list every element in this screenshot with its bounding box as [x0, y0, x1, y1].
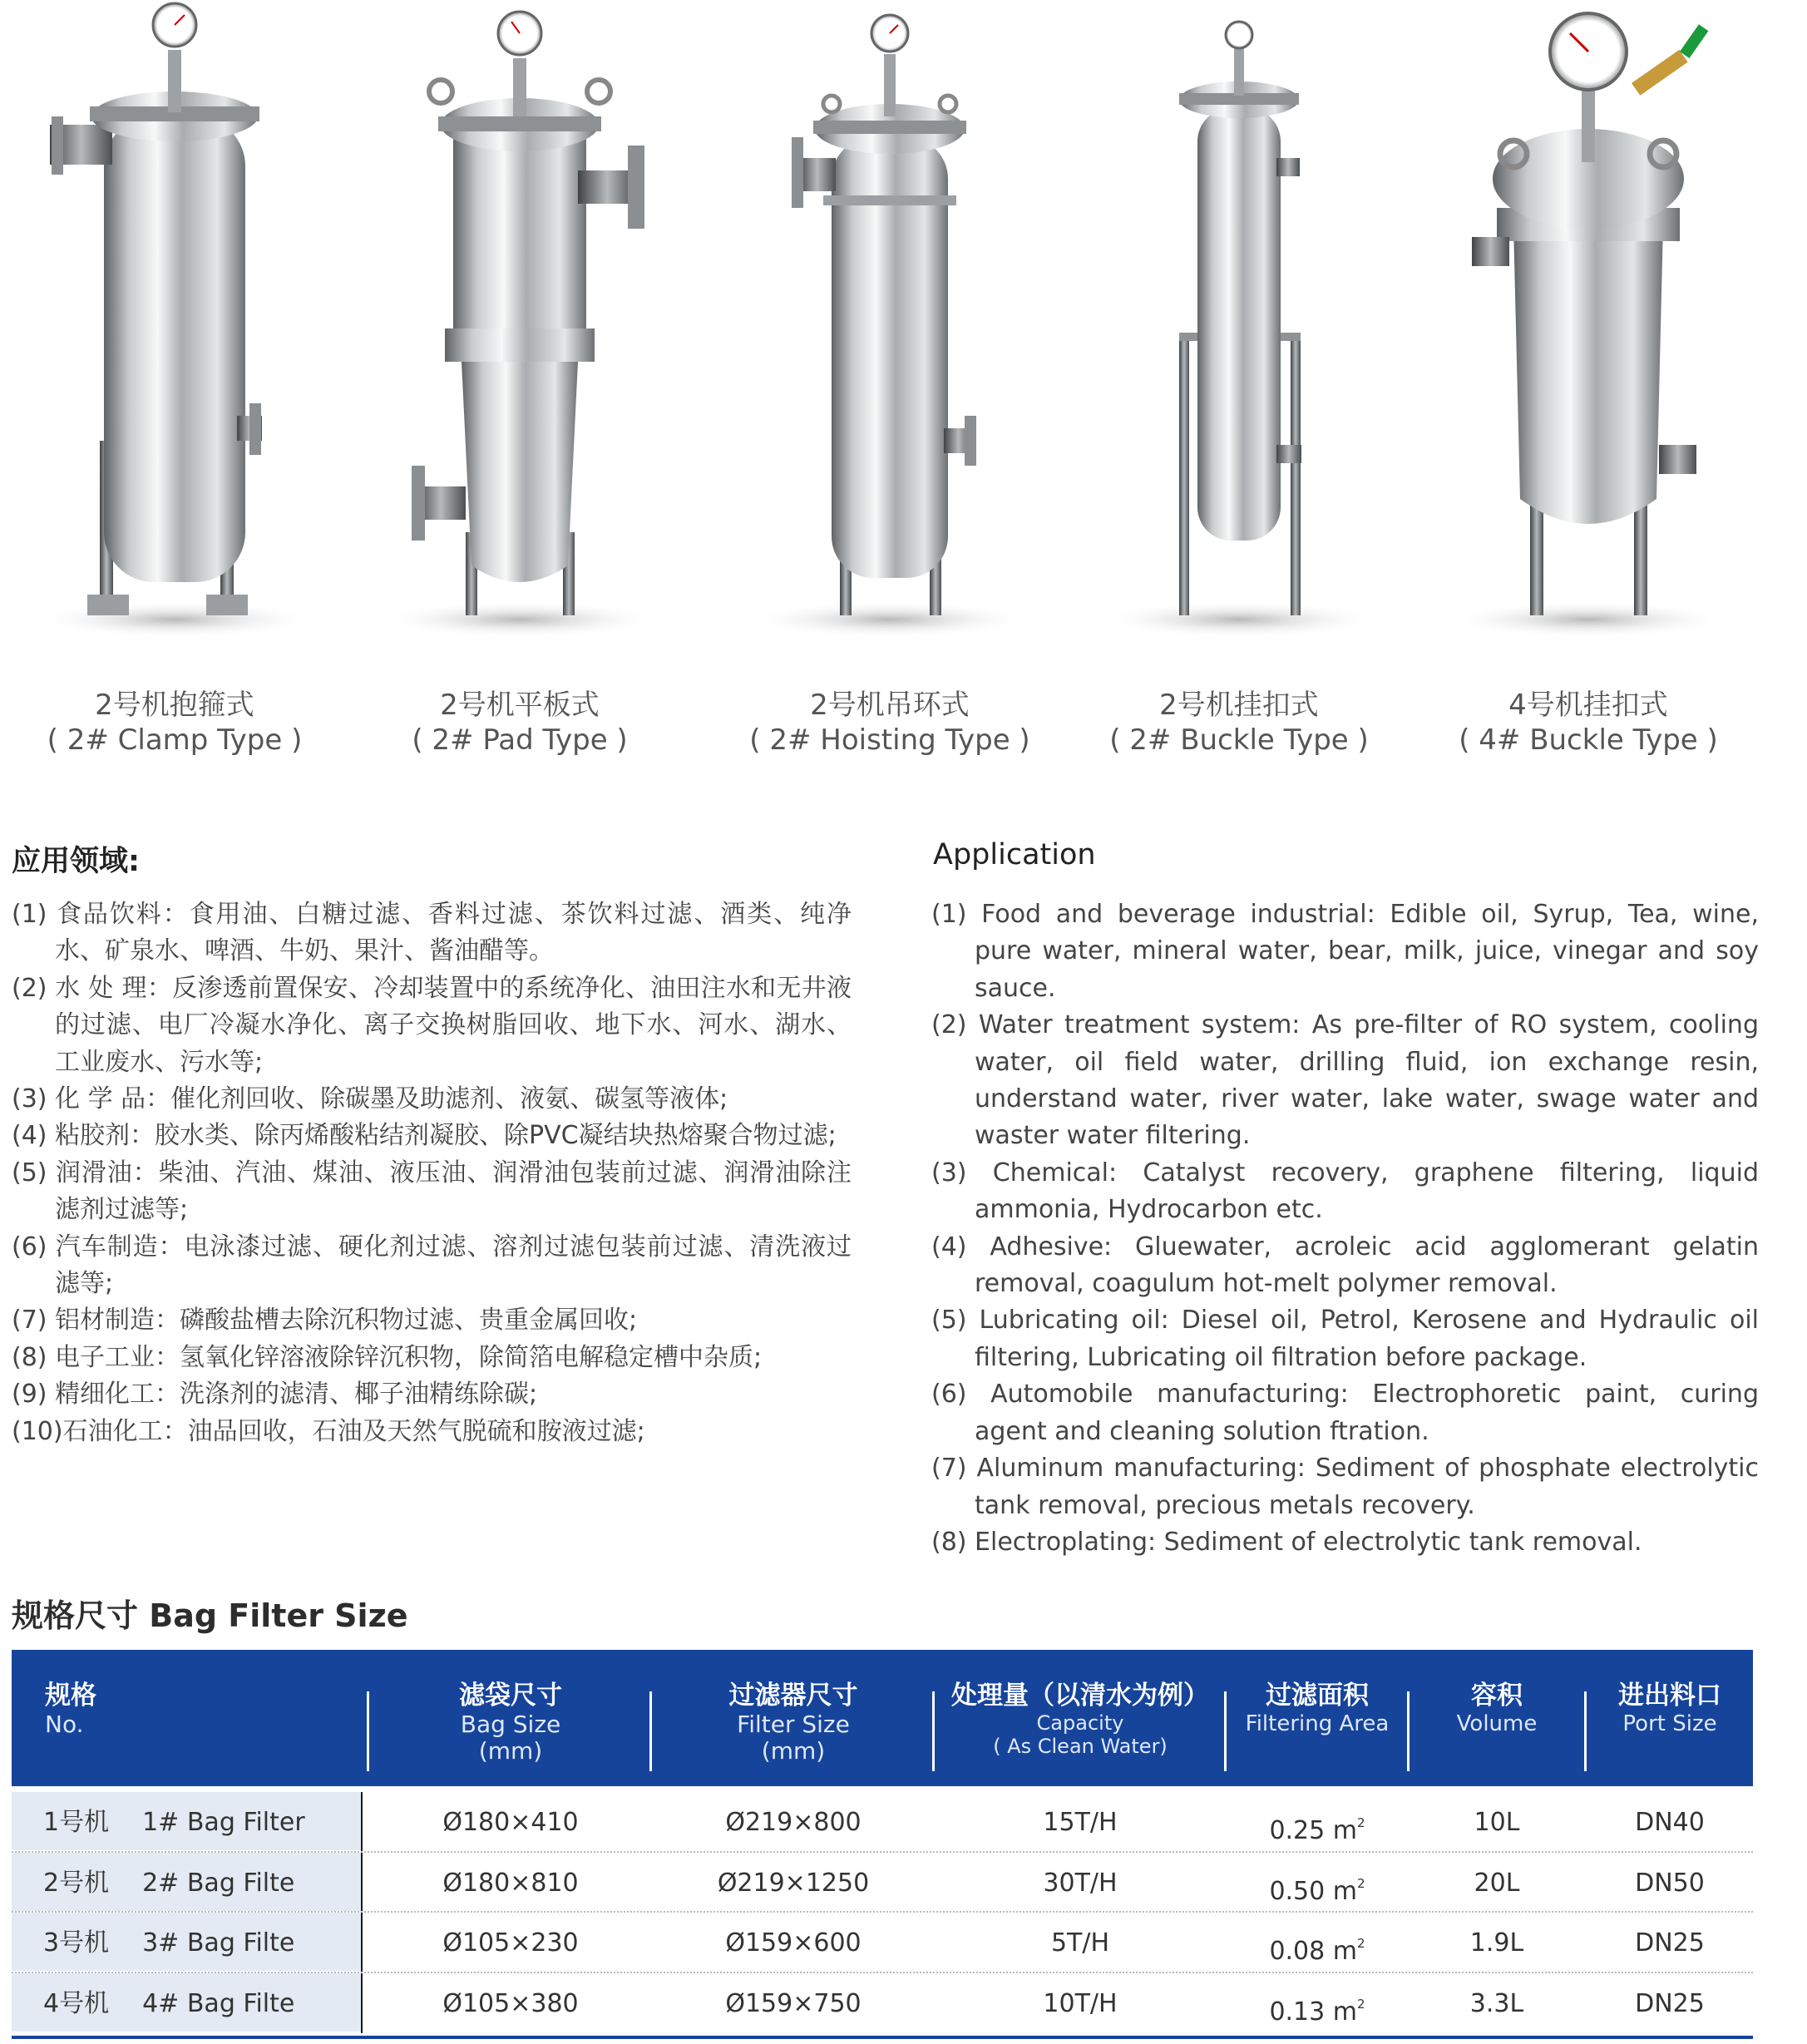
cell-filter-size: Ø159×600 [725, 1928, 862, 1958]
cell-no-en: 2# Bag Filte [142, 1868, 295, 1898]
header-filter-unit: (mm) [761, 1737, 826, 1765]
list-item: (8) Electroplating: Sediment of electrolytic tank removal. [931, 1527, 1642, 1557]
header-filter-en: Filter Size [737, 1711, 850, 1738]
cell-no [12, 1853, 361, 1911]
cell-area-exponent: 2 [1357, 1996, 1365, 2012]
cell-bag-size: Ø105×380 [442, 1988, 579, 2018]
header-bag-unit: (mm) [478, 1737, 543, 1765]
cell-area [1227, 1973, 1408, 2032]
list-item: (2) Water treatment system: As pre-filter of RO system, cooling water, oil field water, drilling fluid, ion exchange resin, understand water, river water, lake water, swage water and waster water filtering. [931, 1010, 1759, 1151]
header-volume-en: Volume [1456, 1711, 1538, 1736]
cell-area-value: 0.50 m [1269, 1876, 1357, 1906]
header-capacity-sub: ( As Clean Water) [993, 1735, 1168, 1758]
product-buckle-type-4 [1414, 0, 1763, 773]
cell-volume: 10L [1474, 1808, 1520, 1837]
list-item: (1) Food and beverage industrial: Edible oil, Syrup, Tea, wine, pure water, mineral water, bear, milk, juice, vinegar and soy sauce. [931, 900, 1759, 1003]
list-item: (2) 水 处 理：反渗透前置保安、冷却装置中的系统净化、油田注水和无井液的过滤、电厂冷凝水净化、离子交换树脂回收、地下水、河水、湖水、工业废水、污水等; [12, 973, 852, 1077]
product-name-cn: 2号机抱箍式 [95, 689, 254, 722]
product-pad-type [345, 0, 694, 773]
header-port-cn: 进出料口 [1618, 1681, 1721, 1711]
list-item: (7) Aluminum manufacturing: Sediment of phosphate electrolytic tank removal, precious metals recovery. [931, 1454, 1759, 1520]
cell-area-value: 0.13 m [1269, 1997, 1357, 2027]
cell-area-exponent: 2 [1357, 1815, 1365, 1830]
cell-port: DN50 [1635, 1868, 1705, 1898]
list-item: (8) 电子工业：氢氧化锌溶液除锌沉积物，除简箔电解稳定槽中杂质; [12, 1342, 763, 1372]
list-item: (4) 粘胶剂：胶水类、除丙烯酸粘结剂凝胶、除PVC凝结块热熔聚合物过滤; [12, 1121, 837, 1151]
cell-bag-size: Ø105×230 [442, 1928, 579, 1958]
cell-port: DN25 [1635, 1928, 1705, 1958]
application-title-en: Application [933, 838, 1096, 871]
cell-area-exponent: 2 [1357, 1936, 1365, 1951]
header-capacity-cn: 处理量（以清水为例） [951, 1681, 1209, 1711]
cell-no-en: 3# Bag Filte [142, 1928, 295, 1958]
product-name-cn: 2号机平板式 [440, 689, 600, 722]
product-clamp-type [0, 0, 349, 773]
cell-port: DN25 [1635, 1988, 1705, 2018]
product-name-en: ( 2# Buckle Type ) [1109, 723, 1369, 757]
cell-no-cn: 2号机 [43, 1868, 110, 1898]
table-row [12, 1853, 1753, 1913]
cell-no-cn: 1号机 [43, 1808, 110, 1837]
cell-no-cn: 3号机 [43, 1928, 110, 1958]
cell-capacity: 10T/H [1043, 1988, 1118, 2018]
header-no-cn: 规格 [45, 1681, 96, 1711]
header-area-en: Filtering Area [1245, 1711, 1390, 1736]
cell-area [1227, 1853, 1408, 1911]
cell-capacity: 5T/H [1050, 1928, 1110, 1958]
cell-capacity: 30T/H [1043, 1868, 1118, 1898]
application-title-cn: 应用领域: [12, 845, 140, 878]
list-item: (4) Adhesive: Gluewater, acroleic acid agglomerant gelatin removal, coagulum hot-melt polymer removal. [931, 1232, 1759, 1299]
cell-area-value: 0.25 m [1269, 1816, 1357, 1845]
list-item: (5) Lubricating oil: Diesel oil, Petrol, Kerosene and Hydraulic oil filtering, Lubricating oil filtration before package. [931, 1306, 1759, 1372]
header-no [12, 1650, 361, 1786]
product-buckle-type-2 [1064, 0, 1414, 773]
header-volume [1410, 1650, 1584, 1786]
table-row [12, 1792, 1753, 1853]
cell-volume: 3.3L [1469, 1988, 1524, 2018]
cell-filter-size: Ø159×750 [725, 1988, 862, 2018]
spec-table-body [12, 1792, 1753, 2032]
cell-filter-size: Ø219×800 [725, 1808, 862, 1837]
header-no-en: No. [45, 1711, 84, 1738]
cell-no [12, 1913, 361, 1971]
cell-area-value: 0.08 m [1269, 1937, 1357, 1966]
spec-title: 规格尺寸 Bag Filter Size [12, 1597, 408, 1634]
cell-no-cn: 4号机 [43, 1988, 110, 2018]
product-hoisting-type [715, 0, 1064, 773]
header-bag-size [369, 1650, 652, 1786]
list-item: (6) 汽车制造：电泳漆过滤、硬化剂过滤、溶剂过滤包装前过滤、清洗液过滤等; [12, 1232, 852, 1299]
header-port-size [1587, 1650, 1753, 1786]
header-capacity-en: Capacity [1036, 1711, 1124, 1735]
product-name-cn: 2号机吊环式 [810, 689, 970, 722]
cell-capacity: 15T/H [1043, 1808, 1118, 1837]
cell-area [1227, 1792, 1408, 1850]
application-list-en [931, 896, 1759, 1561]
product-name-en: ( 2# Hoisting Type ) [749, 723, 1030, 757]
cell-no-en: 1# Bag Filter [142, 1808, 305, 1837]
cell-port: DN40 [1635, 1808, 1705, 1837]
list-item: (5) 润滑油：柴油、汽油、煤油、液压油、润滑油包装前过滤、润滑油除注滤剂过滤等; [12, 1158, 852, 1225]
product-name-cn: 4号机挂扣式 [1508, 689, 1668, 722]
list-item: (3) Chemical: Catalyst recovery, graphene filtering, liquid ammonia, Hydrocarbon etc. [931, 1158, 1759, 1225]
header-volume-cn: 容积 [1471, 1681, 1523, 1711]
list-item: (7) 铝材制造：磷酸盐槽去除沉积物过滤、贵重金属回收; [12, 1306, 638, 1336]
product-name-en: ( 2# Clamp Type ) [47, 723, 303, 757]
list-item: (1) 食品饮料：食用油、白糖过滤、香料过滤、茶饮料过滤、酒类、纯净水、矿泉水、啤酒、牛奶、果汁、酱油醋等。 [12, 900, 852, 966]
header-capacity [935, 1650, 1226, 1786]
cell-volume: 1.9L [1469, 1928, 1524, 1958]
clamp-type-filter-image [0, 0, 349, 665]
application-list-cn [12, 896, 852, 1450]
header-area-cn: 过滤面积 [1266, 1681, 1369, 1711]
list-item: (9) 精细化工：洗涤剂的滤清、椰子油精练除碳; [12, 1380, 538, 1410]
cell-filter-size: Ø219×1250 [717, 1868, 870, 1898]
table-bottom-border [12, 2036, 1753, 2039]
cell-no [12, 1973, 361, 2032]
header-filter-cn: 过滤器尺寸 [728, 1681, 858, 1711]
cell-area [1227, 1913, 1408, 1971]
table-row [12, 1973, 1753, 2032]
header-filter-size [652, 1650, 935, 1786]
list-item: (3) 化 学 品：催化剂回收、除碳墨及助滤剂、液氨、碳氢等液体; [12, 1084, 728, 1114]
cell-bag-size: Ø180×810 [442, 1868, 579, 1898]
buckle-type-4-filter-image [1414, 0, 1763, 665]
buckle-type-2-filter-image [1064, 0, 1414, 665]
product-name-en: ( 2# Pad Type ) [412, 723, 628, 757]
header-filtering-area [1227, 1650, 1408, 1786]
cell-bag-size: Ø180×410 [442, 1808, 579, 1837]
table-row [12, 1913, 1753, 1973]
header-port-en: Port Size [1622, 1711, 1717, 1736]
product-gallery [0, 0, 1807, 773]
cell-volume: 20L [1474, 1868, 1520, 1898]
header-bag-en: Bag Size [460, 1711, 561, 1738]
spec-table-header [12, 1650, 1753, 1786]
cell-no-en: 4# Bag Filte [142, 1988, 295, 2018]
pad-type-filter-image [345, 0, 694, 665]
cell-area-exponent: 2 [1357, 1875, 1365, 1891]
product-name-en: ( 4# Buckle Type ) [1459, 723, 1718, 757]
product-name-cn: 2号机挂扣式 [1159, 689, 1319, 722]
cell-no [12, 1792, 361, 1850]
hoisting-type-filter-image [715, 0, 1064, 665]
list-item: (6) Automobile manufacturing: Electrophoretic paint, curing agent and cleaning solution ftration. [931, 1380, 1759, 1446]
list-item: (10)石油化工：油品回收，石油及天然气脱硫和胺液过滤; [12, 1416, 645, 1446]
header-bag-cn: 滤袋尺寸 [459, 1681, 562, 1711]
